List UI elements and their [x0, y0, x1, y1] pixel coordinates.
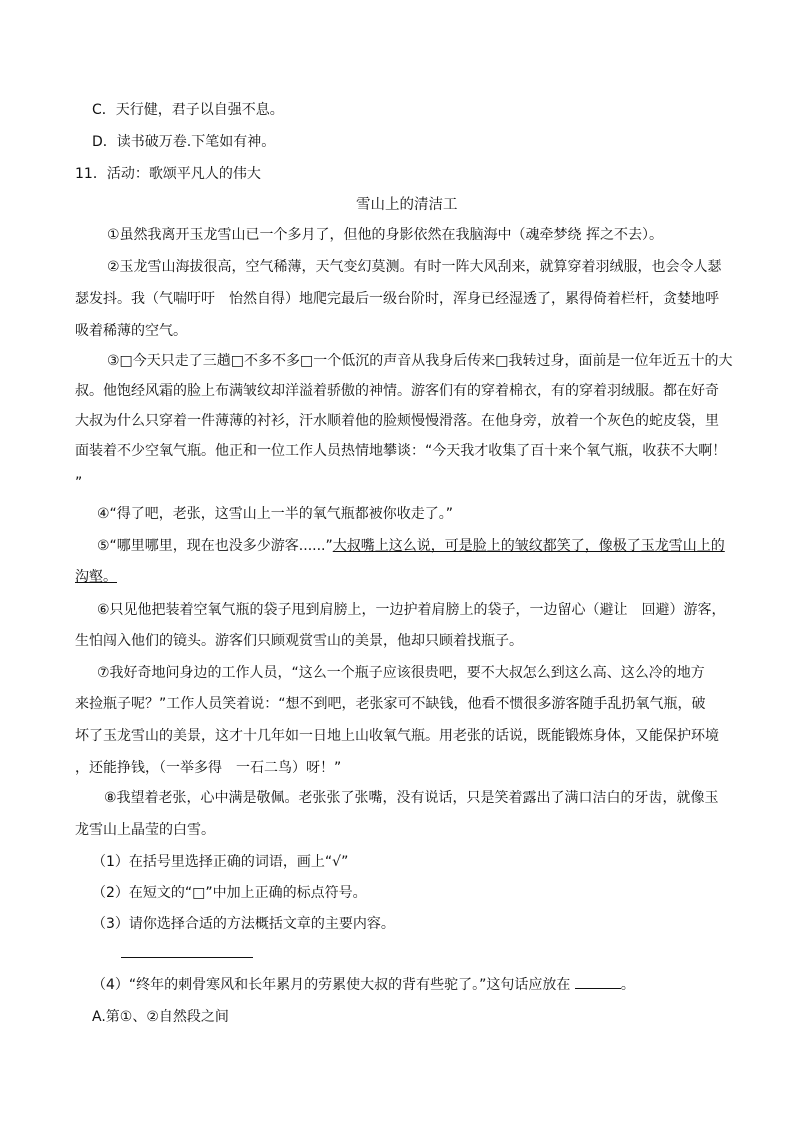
paragraph-line: ，还能挣钱，（一举多得 一石二鸟）呀！”	[75, 760, 342, 776]
paragraph-line: 叔。他饱经风霜的脸上布满皱纹却洋溢着骄傲的神情。游客们有的穿着棉衣，有的穿着羽绒服。都在好奇	[75, 383, 719, 399]
passage-title: 雪山上的清洁工	[356, 197, 458, 213]
sub-question-1: （1）在括号里选择正确的词语，画上“√”	[92, 854, 349, 870]
underlined-sentence: 大叔嘴上这么说，可是脸上的皱纹都笑了，像极了玉龙雪山上的	[332, 538, 725, 554]
paragraph-line: ①虽然我离开玉龙雪山已一个多月了，但他的身影依然在我脑海中（魂牵梦绕 挥之不去）。	[107, 227, 663, 243]
question-header: 11．活动：歌颂平凡人的伟大	[75, 166, 261, 182]
answer-blank[interactable]	[575, 976, 621, 989]
paragraph-line: ⑧我望着老张，心中满是敬佩。老张张了张嘴，没有说话，只是笑着露出了满口洁白的牙齿，就像玉	[104, 790, 719, 806]
paragraph-line: 坏了玉龙雪山的美景，这才十几年如一日地上山收氧气瓶。用老张的话说，既能锻炼身体，又能保护环境	[75, 728, 719, 744]
sub-question-4	[92, 976, 635, 994]
paragraph-line: 面装着不少空氧气瓶。他正和一位工作人员热情地攀谈：“今天我才收集了百十来个氧气瓶，收获不大啊！	[75, 443, 727, 459]
paragraph-5-start: ⑤“哪里哪里，现在也没多少游客......”	[97, 538, 333, 554]
paragraph-line: 生怕闯入他们的镜头。游客们只顾观赏雪山的美景，他却只顾着找瓶子。	[75, 633, 523, 649]
sub-question-2: （2）在短文的“□”中加上正确的标点符号。	[92, 885, 367, 901]
paragraph-5-line	[97, 537, 725, 555]
paragraph-line: 龙雪山上晶莹的白雪。	[75, 822, 215, 838]
sub-question-3: （3）请你选择合适的方法概括文章的主要内容。	[92, 916, 395, 932]
paragraph-line: 吸着稀薄的空气。	[75, 323, 187, 339]
paragraph-line: 来捡瓶子呢？”工作人员笑着说：“想不到吧，老张家可不缺钱，他看不惯很多游客随手乱扔氧气瓶，破	[75, 696, 706, 712]
paragraph-line: 瑟发抖。我（气喘吁吁 怡然自得）地爬完最后一级台阶时，浑身已经湿透了，累得倚着栏杆，贪婪地呼	[75, 291, 719, 307]
paragraph-line: ⑥只见他把装着空氧气瓶的袋子甩到肩膀上，一边护着肩膀上的袋子，一边留心（避让 回避）游客，	[97, 602, 726, 618]
paragraph-line: ⑦我好奇地问身边的工作人员，“这么一个瓶子应该很贵吧，要不大叔怎么到这么高、这么冷的地方	[97, 665, 705, 681]
paragraph-line: ③□今天只走了三趟□不多不多□一个低沉的声音从我身后传来□我转过身，面前是一位年近五十的大	[107, 353, 733, 369]
paragraph-line: ②玉龙雪山海拔很高，空气稀薄，天气变幻莫测。有时一阵大风刮来，就算穿着羽绒服，也会令人瑟	[107, 259, 722, 275]
option-d: D．读书破万卷.下笔如有神。	[92, 134, 276, 150]
answer-line[interactable]	[121, 957, 253, 958]
paragraph-line: ”	[75, 475, 83, 491]
underlined-sentence-cont: 沟壑。	[75, 569, 117, 585]
sub-question-4-text: （4）“终年的刺骨寒风和长年累月的劳累使大叔的背有些驼了。”这句话应放在	[92, 977, 571, 993]
sub-question-4-end: 。	[620, 977, 635, 993]
paragraph-line: 大叔为什么只穿着一件薄薄的衬衫，汗水顺着他的脸颊慢慢滑落。在他身旁，放着一个灰色的蛇皮袋，里	[75, 413, 719, 429]
paragraph-line: ④“得了吧，老张，这雪山上一半的氧气瓶都被你收走了。”	[97, 506, 454, 522]
option-c: C．天行健，君子以自强不息。	[92, 102, 284, 118]
choice-a: A.第①、②自然段之间	[92, 1009, 229, 1025]
